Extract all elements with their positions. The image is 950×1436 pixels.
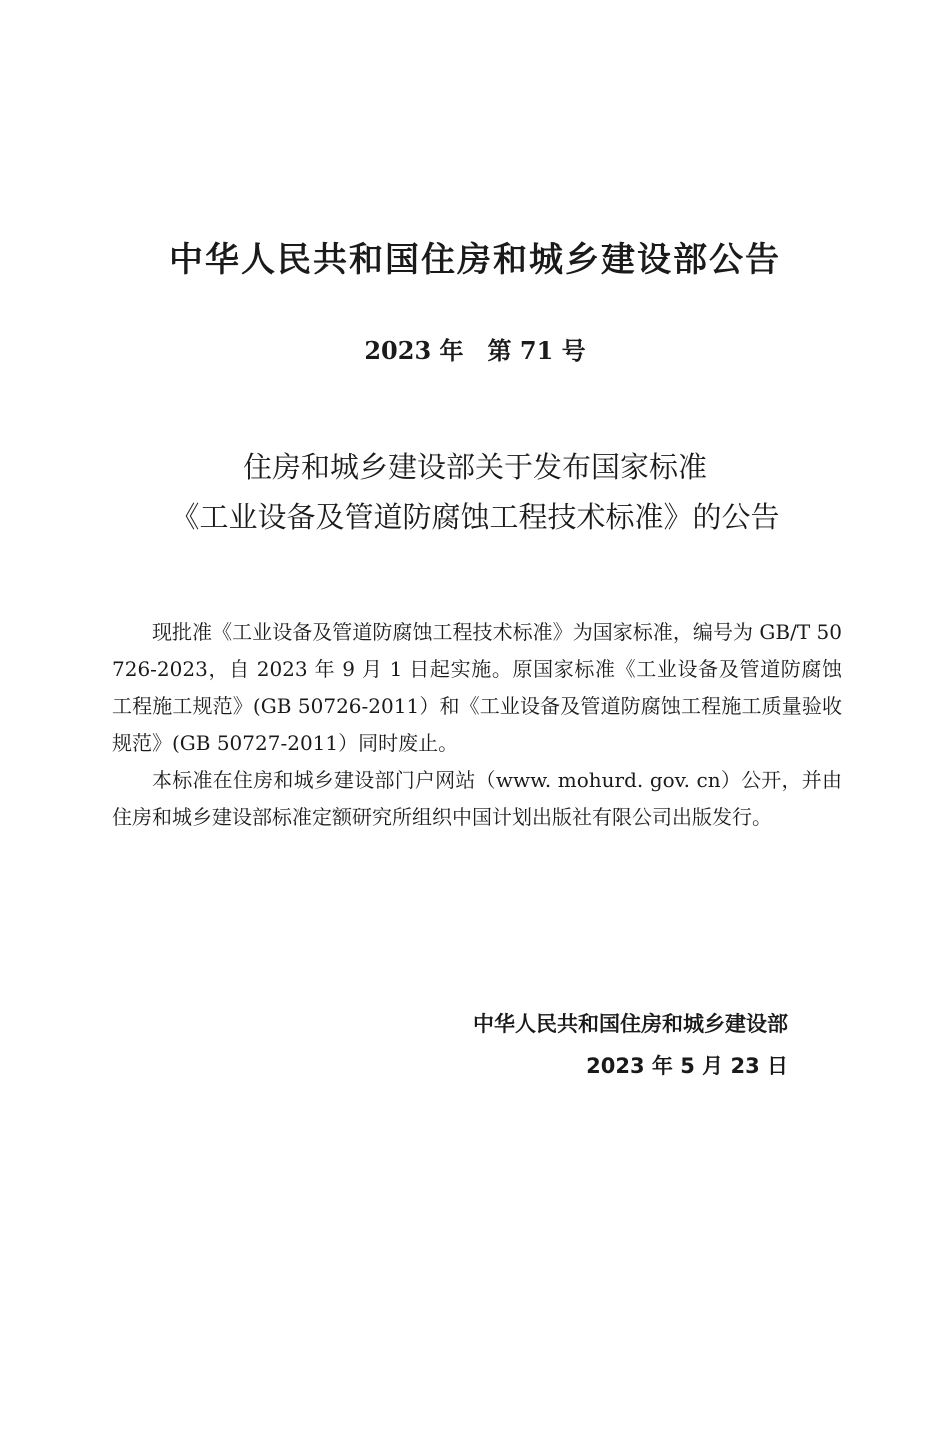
subtitle-line-2: 《工业设备及管道防腐蚀工程技术标准》的公告	[170, 500, 780, 534]
issue-number: 2023 年 第 71 号	[364, 336, 586, 365]
issue-date: 2023 年 5 月 23 日	[586, 1054, 788, 1078]
signature-block	[473, 1003, 788, 1087]
body-paragraph-1: 现批准《工业设备及管道防腐蚀工程技术标准》为国家标准，编号为 GB/T 50726-2023，自 2023 年 9 月 1 日起实施。原国家标准《工业设备及管道防腐蚀工程施工规范》(GB 50726-2011）和《工业设备及管道防腐蚀工程施工质量验收规范》(GB 50727-2011）同时废止。	[112, 620, 842, 755]
announcement-subtitle	[0, 442, 950, 542]
issuer-name: 中华人民共和国住房和城乡建设部	[473, 1012, 788, 1036]
announcement-body	[112, 614, 842, 836]
subtitle-line-1: 住房和城乡建设部关于发布国家标准	[242, 450, 707, 484]
page-title: 中华人民共和国住房和城乡建设部公告	[169, 240, 781, 280]
body-paragraph-2: 本标准在住房和城乡建设部门户网站（www. mohurd. gov. cn）公开，并由住房和城乡建设部标准定额研究所组织中国计划出版社有限公司出版发行。	[112, 768, 842, 829]
